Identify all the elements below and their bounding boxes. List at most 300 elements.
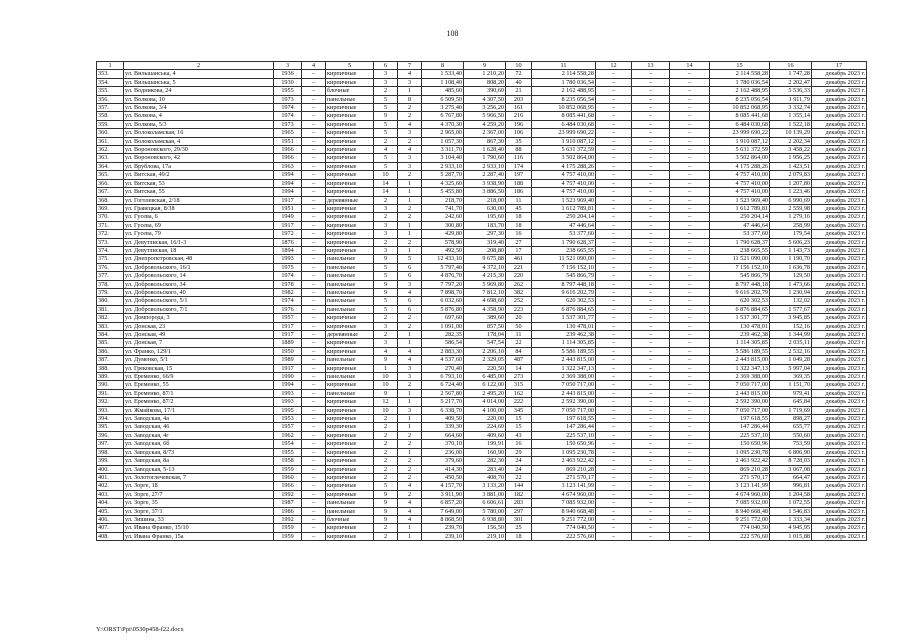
cell-col14: –: [670, 70, 710, 78]
cell-floors: 14: [374, 179, 398, 187]
cell-row-number: 373.: [97, 238, 124, 246]
cell-col14: –: [670, 473, 710, 481]
cell-col12: –: [596, 322, 632, 330]
cell-address: ул. Думенко, 5/1: [124, 356, 274, 364]
cell-col12: –: [596, 331, 632, 339]
cell-period: декабрь 2023 г.: [812, 305, 867, 313]
cell-cost-per-m2: 1 333,34: [770, 515, 812, 523]
cell-col14: –: [670, 305, 710, 313]
cell-total-area: 236,00: [422, 448, 464, 456]
cell-floors: 5: [374, 120, 398, 128]
cell-col4: –: [302, 280, 326, 288]
cell-total-area: 697,60: [422, 314, 464, 322]
cell-entrances: 1: [398, 246, 422, 254]
cell-floors: 9: [374, 288, 398, 296]
cell-row-number: 354.: [97, 78, 124, 86]
cell-col13: –: [632, 95, 670, 103]
cell-col12: –: [596, 381, 632, 389]
cell-row-number: 374.: [97, 246, 124, 254]
cell-col4: –: [302, 398, 326, 406]
cell-col14: –: [670, 129, 710, 137]
table-row: [97, 347, 867, 355]
cell-floors: 2: [374, 423, 398, 431]
table-row: [97, 137, 867, 145]
cell-floors: 2: [374, 448, 398, 456]
cell-cost: 620 302,53: [532, 297, 596, 305]
cell-total-area: 5 455,80: [422, 188, 464, 196]
cell-col12: –: [596, 473, 632, 481]
table-row: [97, 263, 867, 271]
cell-total-cost: 8 085 441,68: [710, 112, 770, 120]
cell-cost: 53 377,60: [532, 230, 596, 238]
cell-floors: 9: [374, 280, 398, 288]
cell-cost: 774 040,50: [532, 524, 596, 532]
cell-address: ул. Днепропетровская, 48: [124, 255, 274, 263]
cell-total-area: 6 338,70: [422, 406, 464, 414]
cell-row-number: 378.: [97, 280, 124, 288]
cell-period: декабрь 2023 г.: [812, 255, 867, 263]
cell-year-built: 1889: [274, 339, 302, 347]
cell-living-area: 408,70: [464, 473, 506, 481]
cell-col13: –: [632, 255, 670, 263]
cell-cost-per-m2: 3 458,22: [770, 146, 812, 154]
cell-total-area: 8 868,50: [422, 515, 464, 523]
table-row: [97, 532, 867, 540]
cell-living-area: 5 966,50: [464, 112, 506, 120]
cell-cost-per-m2: 664,47: [770, 473, 812, 481]
cell-living-area: 319,40: [464, 238, 506, 246]
cell-entrances: 4: [398, 70, 422, 78]
cell-wall-material: панельные: [326, 373, 374, 381]
cell-total-area: 218,70: [422, 196, 464, 204]
cell-address: ул. Гоголевская, 2/18: [124, 196, 274, 204]
table-row: [97, 507, 867, 515]
table-row: [97, 482, 867, 490]
cell-wall-material: кирпичные: [326, 347, 374, 355]
cell-row-number: 365.: [97, 171, 124, 179]
housing-table: [96, 61, 867, 541]
cell-address: ул. Волкова, 5/3: [124, 120, 274, 128]
cell-floors: 4: [374, 347, 398, 355]
cell-row-number: 363.: [97, 154, 124, 162]
cell-col4: –: [302, 423, 326, 431]
cell-wall-material: кирпичные: [326, 179, 374, 187]
cell-residents: 24: [506, 457, 532, 465]
cell-address: ул. Донская, 23: [124, 322, 274, 330]
cell-col4: –: [302, 154, 326, 162]
cell-cost-per-m2: 3 067,08: [770, 465, 812, 473]
cell-total-area: 4 325,60: [422, 179, 464, 187]
cell-living-area: 178,04: [464, 331, 506, 339]
cell-period: декабрь 2023 г.: [812, 440, 867, 448]
cell-col13: –: [632, 204, 670, 212]
cell-period: декабрь 2023 г.: [812, 78, 867, 86]
cell-total-cost: 5 631 372,59: [710, 146, 770, 154]
cell-wall-material: кирпичные: [326, 70, 374, 78]
cell-col13: –: [632, 171, 670, 179]
cell-floors: 5: [374, 95, 398, 103]
cell-address: ул. Вильшанська, 5: [124, 78, 274, 86]
cell-total-area: 339,30: [422, 423, 464, 431]
cell-col12: –: [596, 305, 632, 313]
cell-col14: –: [670, 204, 710, 212]
cell-row-number: 397.: [97, 440, 124, 448]
cell-living-area: 3 133,20: [464, 482, 506, 490]
cell-year-built: 1959: [274, 524, 302, 532]
cell-cost: 130 478,01: [532, 322, 596, 330]
table-row: [97, 364, 867, 372]
cell-col12: –: [596, 356, 632, 364]
table-row: [97, 246, 867, 254]
cell-year-built: 1989: [274, 356, 302, 364]
cell-residents: 188: [506, 179, 532, 187]
cell-wall-material: кирпичные: [326, 398, 374, 406]
cell-year-built: 1954: [274, 440, 302, 448]
cell-col4: –: [302, 499, 326, 507]
cell-col13: –: [632, 398, 670, 406]
cell-living-area: 2 287,40: [464, 171, 506, 179]
cell-entrances: 2: [398, 314, 422, 322]
cell-row-number: 360.: [97, 129, 124, 137]
cell-residents: 84: [506, 347, 532, 355]
column-number-15: 15: [710, 62, 770, 70]
cell-row-number: 403.: [97, 490, 124, 498]
cell-address: ул. Водникова, 24: [124, 87, 274, 95]
cell-total-cost: 9 616 202,79: [710, 288, 770, 296]
cell-col13: –: [632, 465, 670, 473]
cell-floors: 5: [374, 162, 398, 170]
cell-living-area: 867,30: [464, 137, 506, 145]
cell-wall-material: кирпичные: [326, 78, 374, 86]
cell-total-area: 578,90: [422, 238, 464, 246]
cell-floors: 2: [374, 331, 398, 339]
cell-total-area: 2 965,00: [422, 129, 464, 137]
cell-cost-per-m2: 258,99: [770, 221, 812, 229]
cell-cost-per-m2: 2 079,83: [770, 171, 812, 179]
cell-living-area: 4 372,10: [464, 263, 506, 271]
cell-address: ул. Гравецкая, 8/38: [124, 204, 274, 212]
cell-row-number: 390.: [97, 381, 124, 389]
cell-entrances: 1: [398, 188, 422, 196]
cell-col12: –: [596, 423, 632, 431]
cell-col13: –: [632, 314, 670, 322]
cell-living-area: 156,50: [464, 524, 506, 532]
cell-residents: 16: [506, 440, 532, 448]
cell-cost: 9 251 772,00: [532, 515, 596, 523]
cell-address: ул. Волоколамская, 4: [124, 137, 274, 145]
table-row: [97, 331, 867, 339]
cell-living-area: 283,40: [464, 465, 506, 473]
cell-row-number: 393.: [97, 406, 124, 414]
cell-col4: –: [302, 322, 326, 330]
cell-floors: 2: [374, 137, 398, 145]
cell-row-number: 355.: [97, 87, 124, 95]
cell-total-cost: 4 175 288,26: [710, 162, 770, 170]
cell-cost: 147 286,44: [532, 423, 596, 431]
table-row: [97, 515, 867, 523]
cell-entrances: 2: [398, 381, 422, 389]
cell-living-area: 4 100,00: [464, 406, 506, 414]
cell-wall-material: кирпичные: [326, 423, 374, 431]
cell-floors: 2: [374, 314, 398, 322]
cell-cost-per-m2: 1 344,99: [770, 331, 812, 339]
cell-cost: 545 866,79: [532, 272, 596, 280]
cell-year-built: 1957: [274, 314, 302, 322]
cell-year-built: 1986: [274, 507, 302, 515]
cell-year-built: 1936: [274, 70, 302, 78]
cell-address: ул. Заводская, 4а: [124, 415, 274, 423]
cell-col4: –: [302, 364, 326, 372]
cell-living-area: 2 495,20: [464, 389, 506, 397]
column-number-16: 16: [770, 62, 812, 70]
table-row: [97, 196, 867, 204]
cell-row-number: 406.: [97, 515, 124, 523]
cell-floors: 5: [374, 482, 398, 490]
cell-living-area: 857,50: [464, 322, 506, 330]
cell-address: ул. Волкова, 3/4: [124, 104, 274, 112]
cell-row-number: 376.: [97, 263, 124, 271]
cell-floors: 5: [374, 272, 398, 280]
cell-period: декабрь 2023 г.: [812, 204, 867, 212]
cell-col4: –: [302, 221, 326, 229]
cell-address: ул. Добровольского, 16/1: [124, 263, 274, 271]
cell-total-area: 242,60: [422, 213, 464, 221]
cell-cost: 6 876 884,65: [532, 305, 596, 313]
cell-year-built: 1953: [274, 415, 302, 423]
cell-col13: –: [632, 297, 670, 305]
cell-row-number: 358.: [97, 112, 124, 120]
cell-wall-material: кирпичные: [326, 406, 374, 414]
cell-floors: 9: [374, 389, 398, 397]
cell-col14: –: [670, 154, 710, 162]
cell-col4: –: [302, 112, 326, 120]
cell-col4: –: [302, 457, 326, 465]
cell-col13: –: [632, 507, 670, 515]
cell-total-cost: 222 576,60: [710, 532, 770, 540]
cell-period: декабрь 2023 г.: [812, 238, 867, 246]
cell-col14: –: [670, 532, 710, 540]
cell-wall-material: кирпичные: [326, 154, 374, 162]
cell-floors: 10: [374, 406, 398, 414]
cell-col14: –: [670, 406, 710, 414]
cell-address: ул. Гусева, 79: [124, 230, 274, 238]
cell-floors: 9: [374, 499, 398, 507]
cell-wall-material: кирпичные: [326, 448, 374, 456]
cell-entrances: 1: [398, 524, 422, 532]
table-row: [97, 381, 867, 389]
cell-cost-per-m2: 10 139,29: [770, 129, 812, 137]
cell-cost-per-m2: 1 207,80: [770, 179, 812, 187]
cell-living-area: 4 215,30: [464, 272, 506, 280]
cell-period: декабрь 2023 г.: [812, 473, 867, 481]
cell-residents: 18: [506, 532, 532, 540]
cell-year-built: 1994: [274, 381, 302, 389]
cell-total-area: 4 370,30: [422, 120, 464, 128]
cell-floors: 5: [374, 297, 398, 305]
cell-year-built: 1955: [274, 448, 302, 456]
cell-residents: 29: [506, 448, 532, 456]
cell-cost-per-m2: 898,27: [770, 415, 812, 423]
cell-cost-per-m2: 1 223,46: [770, 188, 812, 196]
cell-col13: –: [632, 356, 670, 364]
cell-col13: –: [632, 238, 670, 246]
cell-col12: –: [596, 238, 632, 246]
cell-cost-per-m2: 5 997,04: [770, 364, 812, 372]
cell-year-built: 1993: [274, 255, 302, 263]
cell-cost: 1 114 305,85: [532, 339, 596, 347]
cell-col12: –: [596, 255, 632, 263]
cell-entrances: 2: [398, 204, 422, 212]
cell-row-number: 379.: [97, 288, 124, 296]
table-row: [97, 221, 867, 229]
cell-total-area: 4 876,70: [422, 272, 464, 280]
cell-floors: 3: [374, 78, 398, 86]
cell-cost-per-m2: 6 806,90: [770, 448, 812, 456]
cell-cost: 1 780 036,54: [532, 78, 596, 86]
cell-total-area: 7 649,00: [422, 507, 464, 515]
cell-col4: –: [302, 373, 326, 381]
cell-wall-material: кирпичные: [326, 204, 374, 212]
cell-row-number: 356.: [97, 95, 124, 103]
cell-wall-material: кирпичные: [326, 457, 374, 465]
cell-address: ул. Витская, 49/2: [124, 171, 274, 179]
cell-col12: –: [596, 448, 632, 456]
cell-col14: –: [670, 373, 710, 381]
column-number-1: 1: [97, 62, 124, 70]
cell-total-area: 7 898,70: [422, 288, 464, 296]
cell-col4: –: [302, 532, 326, 540]
cell-address: ул. Девутлиская, 18: [124, 246, 274, 254]
cell-period: декабрь 2023 г.: [812, 490, 867, 498]
cell-total-cost: 7 050 717,00: [710, 381, 770, 389]
cell-period: декабрь 2023 г.: [812, 322, 867, 330]
cell-col4: –: [302, 272, 326, 280]
cell-total-cost: 2 443 815,00: [710, 389, 770, 397]
cell-wall-material: кирпичные: [326, 431, 374, 439]
cell-floors: 3: [374, 204, 398, 212]
cell-residents: 16: [506, 230, 532, 238]
table-row: [97, 322, 867, 330]
cell-residents: 220: [506, 272, 532, 280]
cell-period: декабрь 2023 г.: [812, 272, 867, 280]
cell-living-area: 1 628,40: [464, 146, 506, 154]
cell-entrances: 1: [398, 221, 422, 229]
cell-entrances: 6: [398, 272, 422, 280]
cell-floors: 2: [374, 196, 398, 204]
cell-cost-per-m2: 1 911,79: [770, 95, 812, 103]
column-number-14: 14: [670, 62, 710, 70]
cell-col4: –: [302, 297, 326, 305]
table-row: [97, 398, 867, 406]
cell-col13: –: [632, 280, 670, 288]
cell-wall-material: кирпичные: [326, 112, 374, 120]
cell-entrances: 3: [398, 154, 422, 162]
cell-total-cost: 1 114 305,85: [710, 339, 770, 347]
cell-year-built: 1982: [274, 288, 302, 296]
cell-total-area: 7 797,20: [422, 280, 464, 288]
cell-col13: –: [632, 440, 670, 448]
table-row: [97, 431, 867, 439]
cell-col12: –: [596, 146, 632, 154]
cell-total-area: 5 876,80: [422, 305, 464, 313]
table-row: [97, 204, 867, 212]
cell-year-built: 1960: [274, 473, 302, 481]
cell-col13: –: [632, 221, 670, 229]
cell-wall-material: кирпичные: [326, 162, 374, 170]
cell-col12: –: [596, 280, 632, 288]
cell-col13: –: [632, 246, 670, 254]
cell-col14: –: [670, 415, 710, 423]
cell-period: декабрь 2023 г.: [812, 457, 867, 465]
cell-entrances: 2: [398, 440, 422, 448]
cell-address: ул. Зорге, 18: [124, 482, 274, 490]
cell-cost: 2 369 388,00: [532, 373, 596, 381]
cell-address: ул. Добровольского, 34: [124, 280, 274, 288]
cell-living-area: 808,20: [464, 78, 506, 86]
cell-wall-material: панельные: [326, 288, 374, 296]
cell-period: декабрь 2023 г.: [812, 129, 867, 137]
cell-living-area: 6 606,61: [464, 499, 506, 507]
table-row: [97, 272, 867, 280]
cell-floors: 1: [374, 364, 398, 372]
cell-col14: –: [670, 490, 710, 498]
cell-row-number: 384.: [97, 331, 124, 339]
cell-cost: 6 484 030,68: [532, 120, 596, 128]
cell-address: ул. Добровольского, 40: [124, 288, 274, 296]
cell-residents: 216: [506, 112, 532, 120]
cell-address: ул. Еременко, 87/2: [124, 398, 274, 406]
cell-col4: –: [302, 473, 326, 481]
cell-entrances: 2: [398, 238, 422, 246]
cell-total-area: 6 857,20: [422, 499, 464, 507]
cell-col14: –: [670, 499, 710, 507]
cell-entrances: 3: [398, 364, 422, 372]
cell-entrances: 1: [398, 87, 422, 95]
cell-wall-material: панельные: [326, 389, 374, 397]
cell-living-area: 282,30: [464, 457, 506, 465]
cell-residents: 221: [506, 263, 532, 271]
cell-col14: –: [670, 137, 710, 145]
cell-floors: 2: [374, 238, 398, 246]
cell-col13: –: [632, 230, 670, 238]
cell-address: ул. Зорге, 27/7: [124, 490, 274, 498]
cell-cost-per-m2: 369,35: [770, 373, 812, 381]
table-row: [97, 440, 867, 448]
cell-col14: –: [670, 230, 710, 238]
cell-period: декабрь 2023 г.: [812, 423, 867, 431]
cell-living-area: 208,80: [464, 246, 506, 254]
cell-year-built: 1973: [274, 95, 302, 103]
cell-address: ул. Вильшанська, 4: [124, 70, 274, 78]
cell-cost-per-m2: 1 522,18: [770, 120, 812, 128]
cell-wall-material: блочные: [326, 515, 374, 523]
cell-floors: 3: [374, 221, 398, 229]
cell-row-number: 404.: [97, 499, 124, 507]
cell-residents: 345: [506, 406, 532, 414]
column-number-2: 2: [124, 62, 274, 70]
cell-col12: –: [596, 246, 632, 254]
cell-col4: –: [302, 230, 326, 238]
cell-col12: –: [596, 129, 632, 137]
cell-wall-material: кирпичные: [326, 171, 374, 179]
cell-cost-per-m2: 2 202,34: [770, 137, 812, 145]
cell-year-built: 1992: [274, 515, 302, 523]
cell-col14: –: [670, 339, 710, 347]
cell-period: декабрь 2023 г.: [812, 482, 867, 490]
cell-address: ул. Добровольского, 14: [124, 272, 274, 280]
cell-address: ул. Домпорода, 3: [124, 314, 274, 322]
cell-row-number: 396.: [97, 431, 124, 439]
